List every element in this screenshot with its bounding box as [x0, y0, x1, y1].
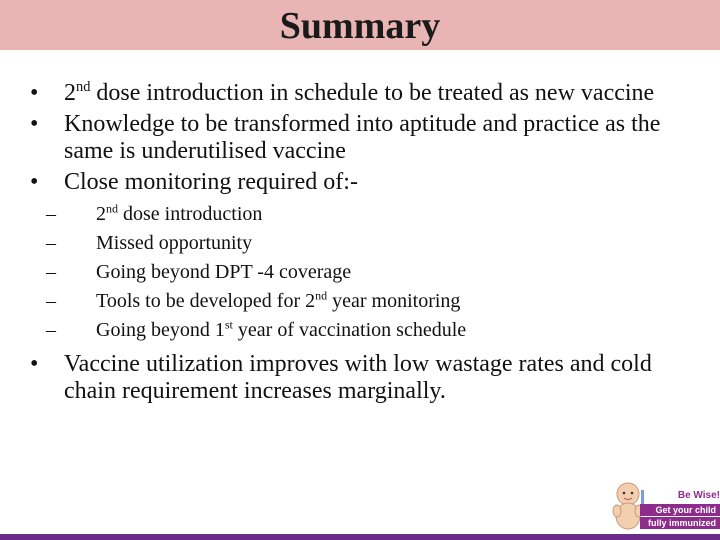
dash-icon: – [46, 203, 56, 225]
sub-bullet-item: – Going beyond DPT -4 coverage [30, 258, 690, 287]
immunization-logo [608, 480, 720, 532]
bullet-text: Vaccine utilization improves with low wastage rates and cold chain requirement increases marginally. [64, 351, 652, 404]
bullet-item [30, 351, 690, 405]
bullet-item [30, 111, 690, 165]
bullet-icon: • [30, 111, 39, 137]
sub-bullet-list [30, 200, 690, 345]
bullet-item [30, 169, 690, 196]
logo-text [640, 490, 720, 529]
bottom-accent-bar [0, 534, 720, 540]
logo-line-1: Be Wise! [677, 490, 720, 501]
logo-line-2: Get your child [640, 504, 720, 516]
dash-icon: – [46, 290, 56, 312]
logo-line-3: fully immunized [640, 517, 720, 529]
sub-bullet-item: – Going beyond 1st year of vaccination schedule [30, 316, 690, 345]
bullet-icon: • [30, 169, 39, 195]
slide-content [30, 80, 690, 409]
bullet-icon: • [30, 351, 39, 377]
bullet-text: Close monitoring required of:- [64, 169, 358, 195]
sub-bullet-item: – 2nd dose introduction [30, 200, 690, 229]
dash-icon: – [46, 319, 56, 341]
dash-icon: – [46, 261, 56, 283]
dash-icon: – [46, 232, 56, 254]
slide-title: Summary [279, 5, 441, 47]
bullet-text: Knowledge to be transformed into aptitude and practice as the same is underutilised vaccine [64, 111, 661, 164]
bullet-icon: • [30, 80, 39, 106]
sub-bullet-item: – Tools to be developed for 2nd year monitoring [30, 287, 690, 316]
bullet-item [30, 80, 690, 107]
sub-bullet-item: – Missed opportunity [30, 229, 690, 258]
bullet-text: 2nd dose introduction in schedule to be treated as new vaccine [64, 79, 655, 106]
